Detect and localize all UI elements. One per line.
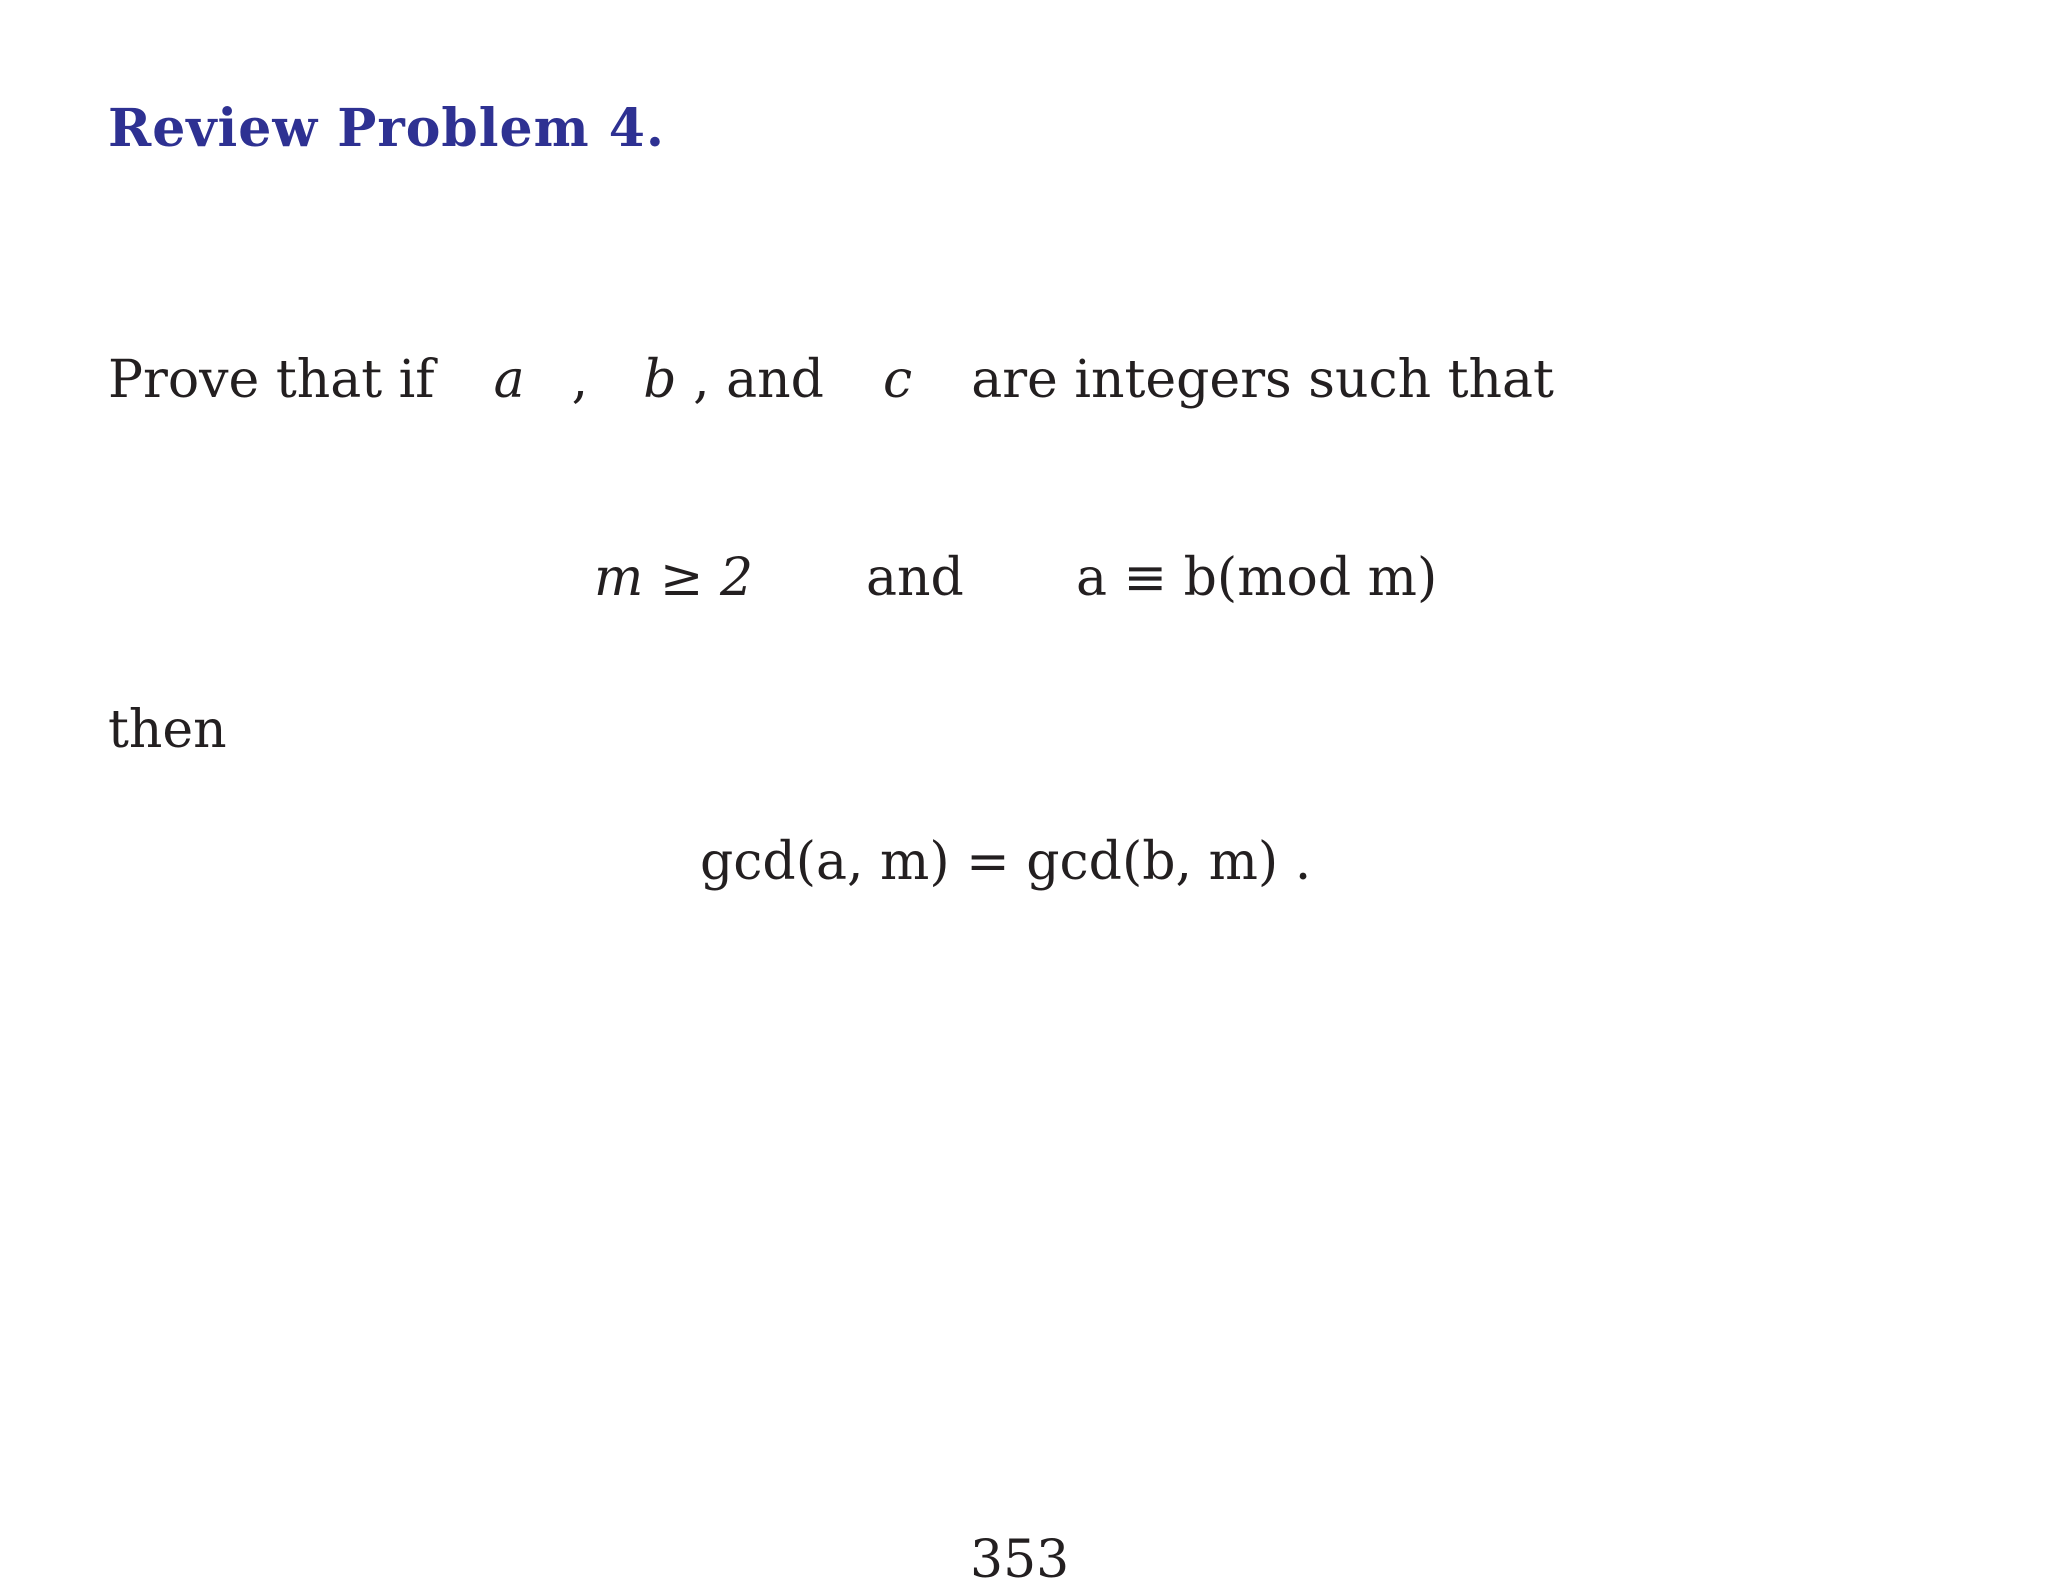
problem-title: Review Problem 4. [108,98,666,159]
condition-congruence: a ≡ b(mod m) [1076,548,1438,608]
condition-m-bound: m ≥ 2 [594,548,754,608]
statement-prefix: Prove that if [108,350,435,410]
condition-connector: and [866,548,964,608]
variable-c: c [883,350,913,410]
gcd-equation: gcd(a, m) = gcd(b, m) . [700,832,1312,892]
statement-suffix: are integers such that [971,350,1554,410]
statement-comma-and: , and [693,350,824,410]
variable-a: a [493,350,525,410]
statement-comma: , [571,350,589,410]
variable-b: b [643,350,677,410]
then-word: then [108,700,227,760]
problem-statement [108,350,1554,410]
page-number: 353 [970,1530,1070,1590]
